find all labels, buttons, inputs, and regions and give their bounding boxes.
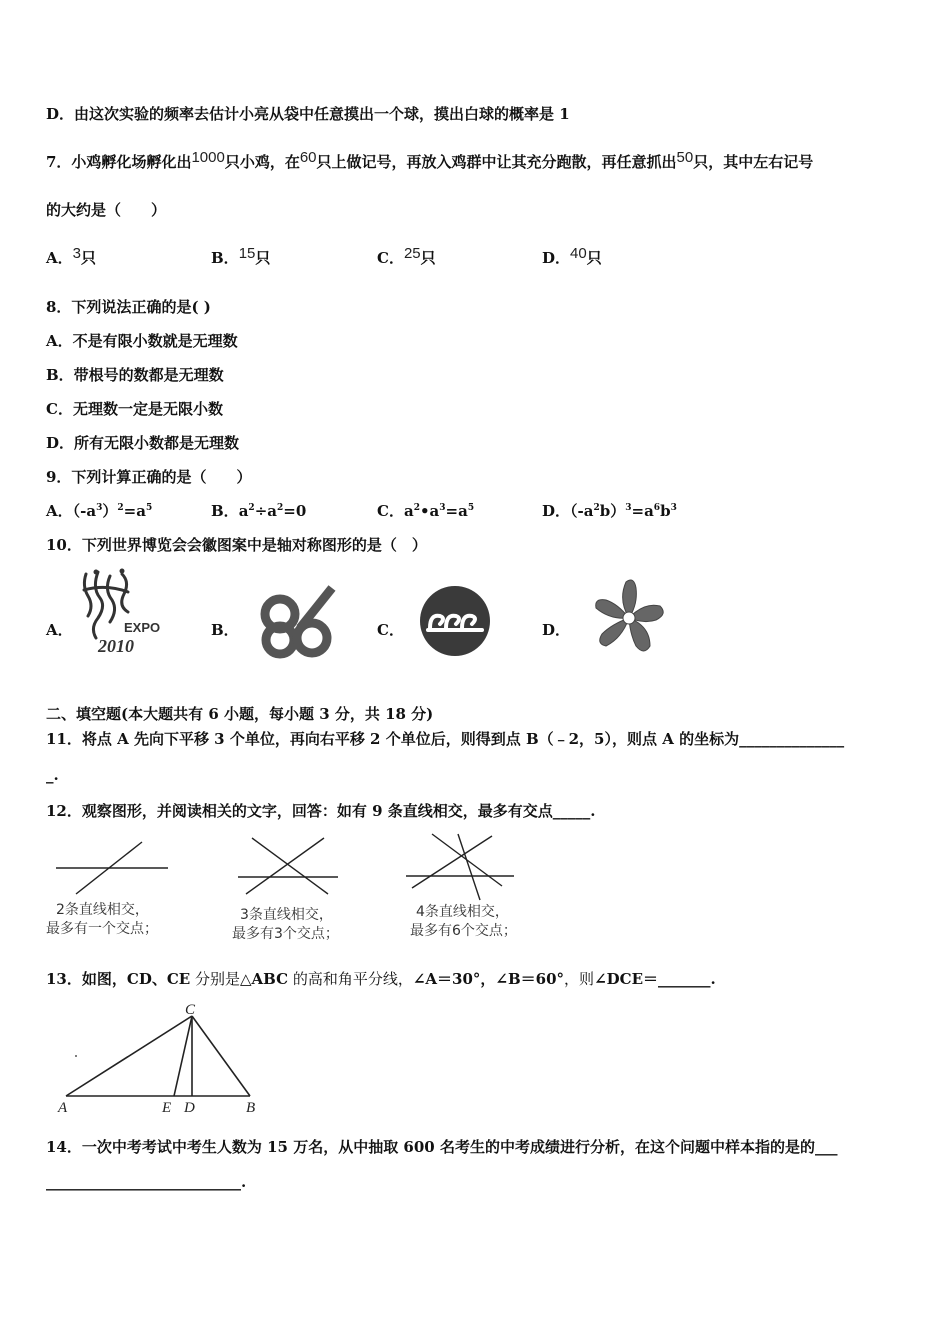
q9-option-b: B．$a^2\div a^2=0$ bbox=[211, 502, 307, 520]
q7-stem: 7．小鸡孵化场孵化出1000只小鸡，在60只上做记号，再放入鸡群中让其充分跑散，再任意抓出50只，其中左右记号 bbox=[46, 149, 814, 171]
q8-stem: 8．下列说法正确的是( ) bbox=[46, 298, 211, 316]
q10-option-a-label: A． bbox=[46, 621, 73, 639]
q10-option-b-label: B． bbox=[211, 621, 239, 639]
triangle-figure bbox=[54, 1000, 274, 1120]
q9-option-d: D．$(-a^2b)^3=a^6b^3$ bbox=[542, 502, 677, 520]
section-2-title: 二、填空题(本大题共有 6 小题，每小题 3 分，共 18 分) bbox=[46, 705, 434, 723]
expo-text: EXPO bbox=[124, 620, 161, 635]
q7-number-60: 60 bbox=[299, 149, 317, 166]
expo-year-text: 2010 bbox=[98, 636, 134, 656]
q7-number-50: 50 bbox=[676, 149, 694, 166]
q10-stem: 10．下列世界博览会会徽图案中是轴对称图形的是（ ） bbox=[46, 536, 427, 554]
expo-logo-d bbox=[588, 574, 670, 664]
four-lines-figure bbox=[404, 830, 524, 902]
three-lines-figure bbox=[232, 832, 352, 902]
q11-stem: 11．将点 A 先向下平移 3 个单位，再向右平移 2 个单位后，则得到点 B（﹣2，5），则点 A 的坐标为______________ bbox=[46, 730, 845, 748]
q11-stem-cont: _. bbox=[46, 766, 59, 784]
q10-option-d-label: D． bbox=[542, 621, 571, 639]
q8-option-b: B．带根号的数都是无理数 bbox=[46, 366, 224, 384]
vertex-c-label: C bbox=[185, 1002, 196, 1018]
q8-option-d: D．所有无限小数都是无理数 bbox=[46, 434, 240, 452]
q9-option-a: A．$(-a^3)^2=a^5$ bbox=[46, 502, 153, 520]
two-lines-figure bbox=[50, 836, 180, 896]
q7-option-a: A．3只 bbox=[46, 245, 96, 267]
q12-stem: 12．观察图形，并阅读相关的文字，回答：如有 9 条直线相交，最多有交点_____. bbox=[46, 802, 596, 820]
three-lines-caption: 3条直线相交， 最多有3个交点； bbox=[232, 907, 339, 942]
four-lines-caption: 4条直线相交， 最多有6个交点； bbox=[410, 904, 517, 939]
expo-logo-a bbox=[76, 566, 168, 656]
q7-stem-cont: 的大约是（ ） bbox=[46, 201, 167, 219]
q7-number-1000: 1000 bbox=[191, 149, 225, 166]
vertex-b-label: B bbox=[246, 1100, 256, 1116]
expo-logo-b bbox=[256, 580, 340, 660]
q14-stem-cont: __________________________. bbox=[46, 1173, 247, 1191]
two-lines-caption: 2条直线相交， 最多有一个交点； bbox=[46, 902, 158, 937]
q7-option-d: D．40只 bbox=[542, 245, 602, 267]
q10-option-c-label: C． bbox=[377, 621, 404, 639]
vertex-a-label: A bbox=[58, 1100, 68, 1116]
point-e-label: E bbox=[162, 1100, 172, 1116]
q9-option-c: C．$a^2•a^3=a^5$ bbox=[377, 502, 475, 520]
q7-option-b: B．15只 bbox=[211, 245, 271, 267]
q8-option-c: C．无理数一定是无限小数 bbox=[46, 400, 223, 418]
q14-stem: 14．一次中考考试中考生人数为 15 万名，从中抽取 600 名考生的中考成绩进行分析，在这个问题中样本指的是的___ bbox=[46, 1138, 838, 1156]
expo-logo-c bbox=[418, 584, 492, 658]
q7-option-c: C．25只 bbox=[377, 245, 436, 267]
q9-stem: 9．下列计算正确的是（ ） bbox=[46, 468, 252, 486]
q8-option-a: A．不是有限小数就是无理数 bbox=[46, 332, 238, 350]
point-d-label: D bbox=[184, 1100, 195, 1116]
q6-option-d: D．由这次实验的频率去估计小亮从袋中任意摸出一个球，摸出白球的概率是 1 bbox=[46, 105, 570, 123]
q13-stem: 13．如图，CD、CE 分别是△ABC 的高和角平分线，∠A＝30°，∠B＝60°，则∠DCE＝_______. bbox=[46, 970, 716, 988]
